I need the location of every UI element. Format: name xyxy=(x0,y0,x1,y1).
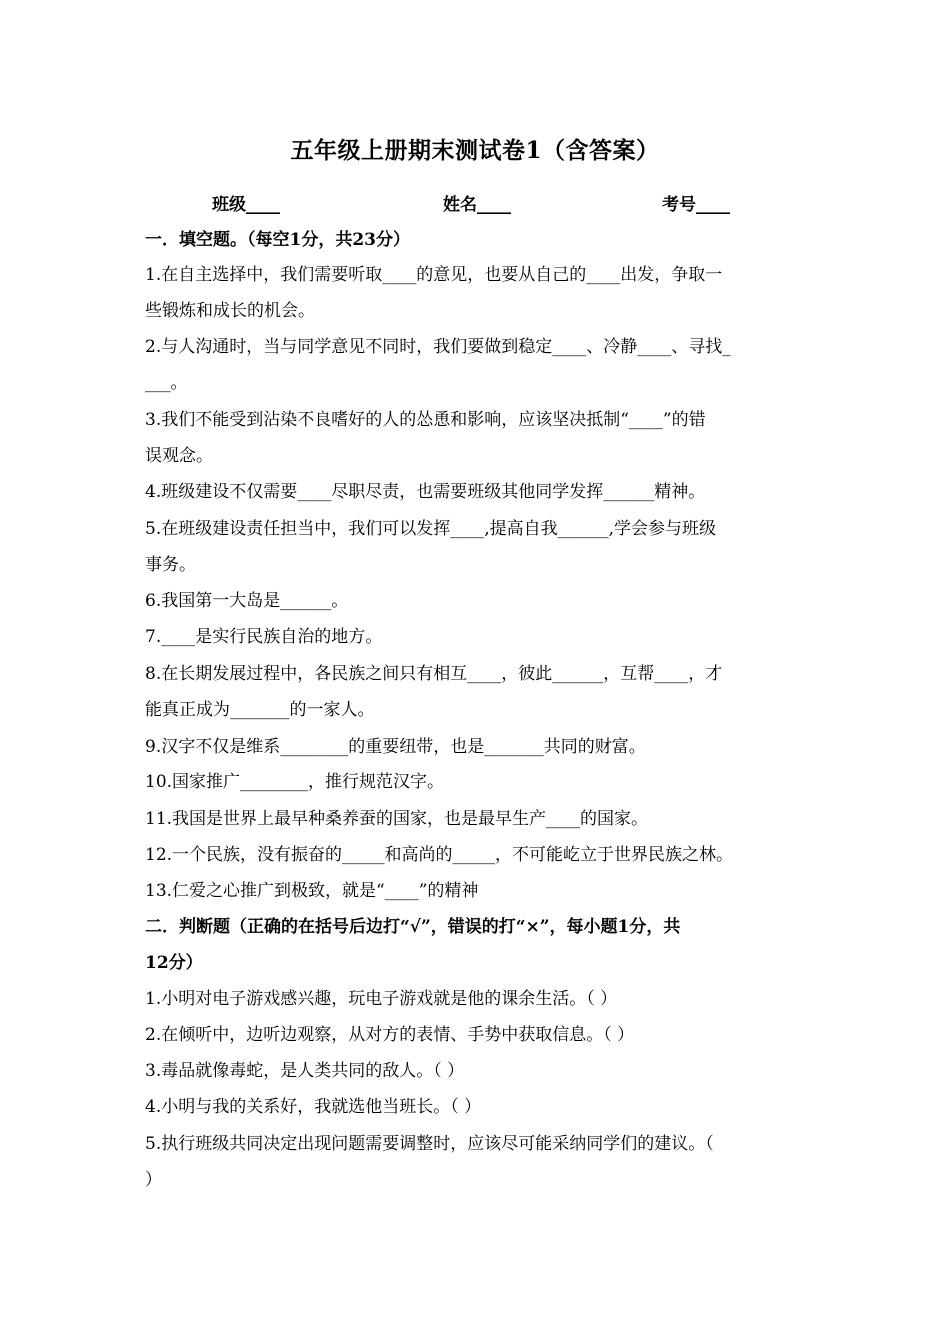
question-line: 3.我们不能受到沾染不良嗜好的人的怂恿和影响，应该坚决抵制“____”的错 xyxy=(145,410,706,430)
question-line: 6.我国第一大岛是______。 xyxy=(145,591,349,611)
judgement-question: 1.小明对电子游戏感兴趣，玩电子游戏就是他的课余生活。（ ） xyxy=(145,989,618,1009)
section1-heading: 一．填空题。（每空1分，共23分） xyxy=(145,230,410,250)
exam-number-field: 考号____ xyxy=(662,195,730,215)
judgement-question: 3.毒品就像毒蛇，是人类共同的敌人。（ ） xyxy=(145,1061,465,1081)
exam-title: 五年级上册期末测试卷1（含答案） xyxy=(290,137,660,164)
class-field: 班级____ xyxy=(212,195,280,215)
question-line: 2.与人沟通时，当与同学意见不同时，我们要做到稳定____、冷静____、寻找_ xyxy=(145,337,731,357)
judgement-question: 2.在倾听中，边听边观察，从对方的表情、手势中获取信息。（ ） xyxy=(145,1025,635,1045)
question-line: 事务。 xyxy=(145,555,196,575)
section2-heading: 二．判断题（正确的在括号后边打“√”，错误的打“×”，每小题1分，共 xyxy=(145,917,681,937)
section2-heading-cont: 12分） xyxy=(145,953,203,973)
question-line: 12.一个民族，没有振奋的_____和高尚的_____，不可能屹立于世界民族之林。 xyxy=(145,845,734,865)
question-line: 些锻炼和成长的机会。 xyxy=(145,301,315,321)
question-line: 8.在长期发展过程中，各民族之间只有相互____，彼此______，互帮____，才 xyxy=(145,664,723,684)
question-line: 误观念。 xyxy=(145,446,213,466)
name-field: 姓名____ xyxy=(443,195,511,215)
question-line: 7.____是实行民族自治的地方。 xyxy=(145,627,383,647)
judgement-question: 4.小明与我的关系好，我就选他当班长。（ ） xyxy=(145,1097,482,1117)
question-line: 9.汉字不仅是维系________的重要纽带，也是_______共同的财富。 xyxy=(145,737,646,757)
question-line: 1.在自主选择中，我们需要听取____的意见，也要从自己的____出发，争取一 xyxy=(145,265,723,285)
question-line: 11.我国是世界上最早种桑养蚕的国家，也是最早生产____的国家。 xyxy=(145,809,649,829)
question-line: 能真正成为_______的一家人。 xyxy=(145,700,375,720)
question-line: 5.在班级建设责任担当中，我们可以发挥____,提高自我______,学会参与班级 xyxy=(145,519,717,539)
question-line: ___。 xyxy=(145,373,188,393)
question-line: 4.班级建设不仅需要____尽职尽责，也需要班级其他同学发挥______精神。 xyxy=(145,482,706,502)
judgement-question: ） xyxy=(145,1170,162,1190)
judgement-question: 5.执行班级共同决定出现问题需要调整时，应该尽可能采纳同学们的建议。（ xyxy=(145,1134,714,1154)
question-line: 13.仁爱之心推广到极致，就是“____”的精神 xyxy=(145,881,479,901)
question-line: 10.国家推广________，推行规范汉字。 xyxy=(145,772,445,792)
